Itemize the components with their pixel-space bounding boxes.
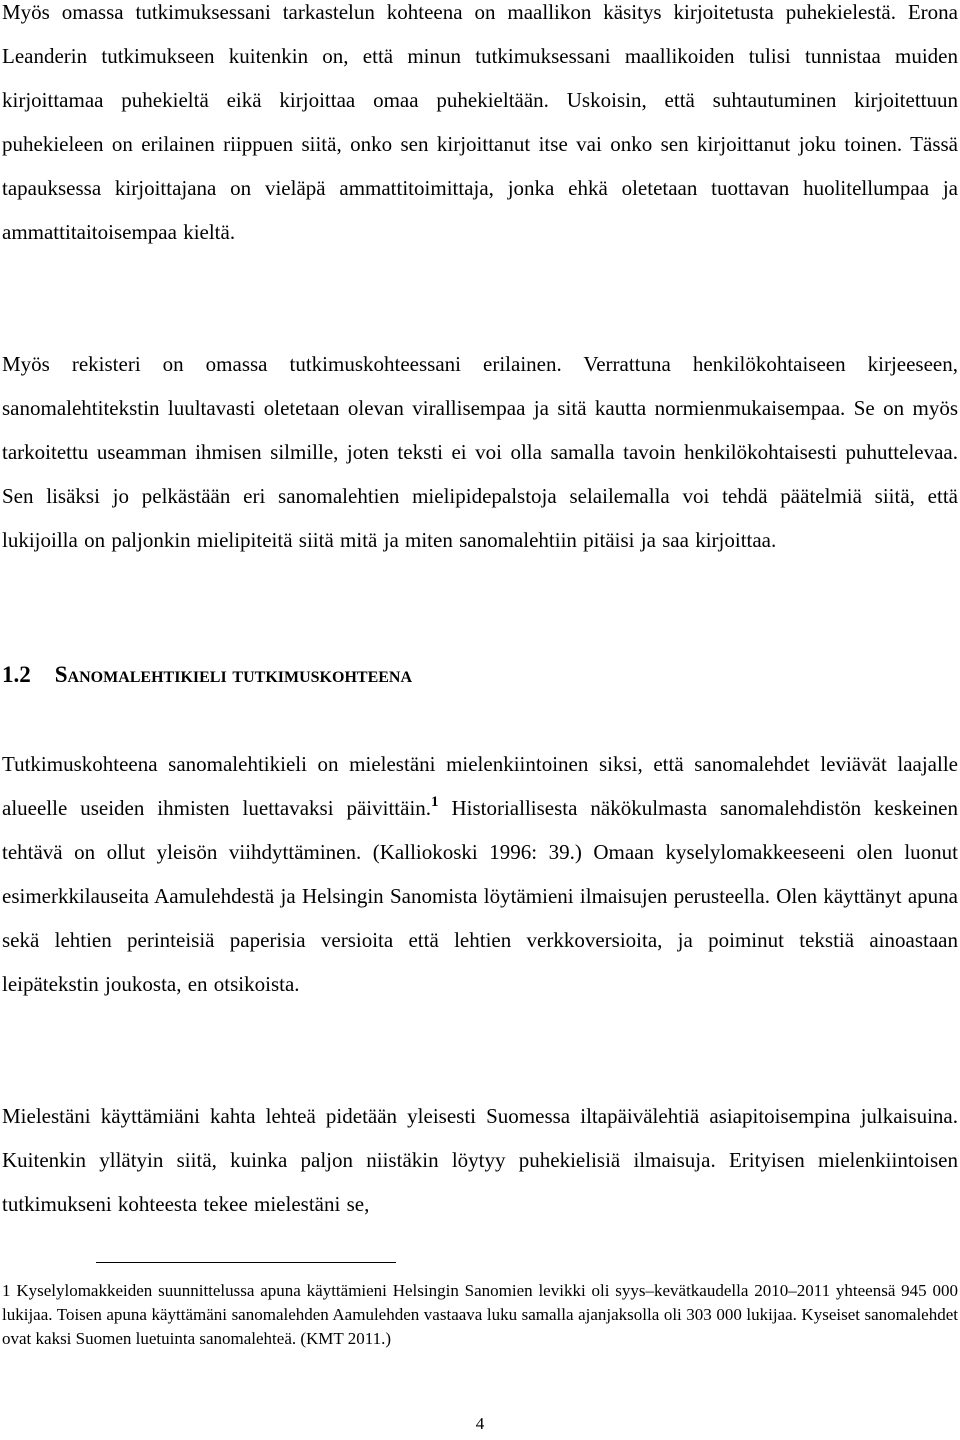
body-paragraph-4: Mielestäni käyttämiäni kahta lehteä pidetään yleisesti Suomessa iltapäivälehtiä asiapitoisempina julkaisuina. Kuitenkin yllätyin siitä, kuinka paljon niistäkin löytyy puhekielisiä ilmaisuja. Erityisen mielenkiintoisen tutkimukseni kohteesta tekee mielestäni se, (2, 1104, 958, 1216)
paragraph-3-text-after: Historiallisesta näkökulmasta sanomalehdistön keskeinen tehtävä on ollut yleisön viihdyttäminen. (Kalliokoski 1996: 39.) Omaan kyselylomakkeeseeni olen luonut esimerkkilauseita Aamulehdestä ja Helsingin Sanomista löytämieni ilmaisujen perusteella. Olen käyttänyt apuna sekä lehtien perinteisiä paperisia versioita että lehtien verkkoversioita, ja poiminut tekstiä ainoastaan leipätekstin joukosta, en otsikoista. (2, 796, 958, 996)
paragraph-3-text-before: Tutkimuskohteena sanomalehtikieli on mielestäni mielenkiintoinen siksi, että sanomalehdet leviävät laajalle alueelle useiden ihmisten luettavaksi päivittäin. (2, 752, 958, 820)
page-number: 4 (475, 1414, 485, 1433)
section-title: Sanomalehtikieli tutkimuskohteena (54, 662, 413, 687)
body-paragraph-3 (2, 742, 958, 1006)
footnote-separator (96, 1262, 396, 1263)
section-heading (2, 653, 412, 697)
body-paragraph-2: Myös rekisteri on omassa tutkimuskohteessani erilainen. Verrattuna henkilökohtaiseen kirjeeseen, sanomalehtitekstin luultavasti oletetaan olevan virallisempaa ja sitä kautta normienmukaisempaa. Se on myös tarkoitettu useamman ihmisen silmille, joten teksti ei voi olla samalla tavoin henkilökohtaisesti puhuttelevaa. Sen lisäksi jo pelkästään eri sanomalehtien mielipidepalstoja selailemalla voi tehdä päätelmiä siitä, että lukijoilla on paljonkin mielipiteitä siitä mitä ja miten sanomalehtiin pitäisi ja saa kirjoittaa. (2, 352, 958, 552)
body-paragraph-1: Myös omassa tutkimuksessani tarkastelun kohteena on maallikon käsitys kirjoitetusta puhekielestä. Erona Leanderin tutkimukseen kuitenkin on, että minun tutkimuksessani maallikoiden tulisi tunnistaa muiden kirjoittamaa puhekieltä eikä kirjoittaa omaa puhekieltään. Uskoisin, että suhtautuminen kirjoitettuun puhekieleen on erilainen riippuen siitä, onko sen kirjoittanut itse vai onko sen kirjoittanut joku toinen. Tässä tapauksessa kirjoittajana on vieläpä ammattitoimittaja, jonka ehkä oletetaan tuottavan huolitellumpaa ja ammattitaitoisempaa kieltä. (2, 0, 958, 244)
footnote-reference[interactable]: 1 (431, 794, 439, 810)
section-number: 1.2 (2, 662, 31, 687)
footnote-1: 1 Kyselylomakkeiden suunnittelussa apuna käyttämieni Helsingin Sanomien levikki oli syys–kevätkaudella 2010–2011 yhteensä 945 000 lukijaa. Toisen apuna käyttämäni sanomalehden Aamulehden vastaava luku samalla ajanjaksolla oli 303 000 lukijaa. Kyseiset sanomalehdet ovat kaksi Suomen luetuinta sanomalehteä. (KMT 2011.) (2, 1281, 958, 1348)
